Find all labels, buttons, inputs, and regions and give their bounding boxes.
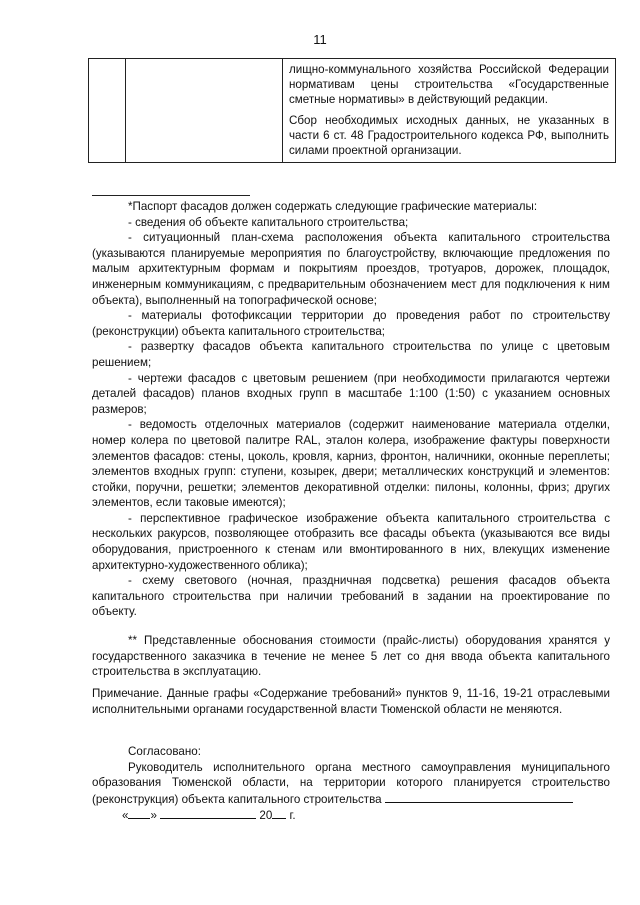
- date-year: 20: [259, 809, 273, 823]
- approval-text: [92, 760, 610, 808]
- list-item: - схему светового (ночная, праздничная подсветка) решения фасадов объекта капитального строительства при наличии требований в задании на проектирование по объекту.: [92, 574, 610, 619]
- date-month-line: [160, 807, 256, 819]
- table-cell-content: [283, 59, 616, 163]
- date-day-line: [128, 807, 150, 819]
- footnote-facade-passport: [92, 199, 610, 620]
- footnote-price-lists: [92, 633, 610, 680]
- date-suffix: г.: [289, 809, 296, 823]
- table-cell-number: [89, 59, 126, 163]
- date-open-quote: «: [122, 809, 129, 823]
- list-item: - материалы фотофиксации территории до проведения работ по строительству (реконструкции) объекта капитального строительства;: [92, 309, 610, 338]
- list-item: - чертежи фасадов с цветовым решением (при необходимости прилагаются чертежи деталей фасадов) планов входных групп в масштабе 1:100 (1:50) с указанием основных размеров;: [92, 371, 610, 416]
- approval-block: [92, 744, 610, 824]
- table-paragraph: Сбор необходимых исходных данных, не указанных в части 6 ст. 48 Градостроительного кодекса РФ, выполнить силами проектной организации.: [289, 114, 609, 157]
- list-item: - ситуационный план-схема расположения объекта капитального строительства (указываются планируемые мероприятия по благоустройству, включающие предложения по малым архитектурным формам и покрытиям проездов, тротуаров, дорожек, площадок, инженерным коммуникациям, с предварительным обозначением мест для подключения к ним объекта), выполненный на топографической основе;: [92, 231, 610, 307]
- list-item: - развертку фасадов объекта капитального строительства по улице с цветовым решением;: [92, 340, 610, 369]
- approval-date: [92, 807, 610, 824]
- requirements-table: [88, 58, 616, 163]
- note-block: [92, 686, 610, 717]
- table-paragraph: лищно-коммунального хозяйства Российской Федерации нормативам цены строительства «Государственные сметные нормативы» в действующий редакции.: [289, 63, 609, 106]
- list-item: - ведомость отделочных материалов (содержит наименование материала отделки, номер колера по цветовой палитре RAL, эталон колера, изображение фактуры поверхности элементов фасадов: стены, цоколь, кровля, карниз, фронтон, наличники, оконные переплеты; элементов входных групп: ступени, козырек, двери; металлических конструкций и элементов: стойки, поручни, решетки; элементов декоративной отделки: пилоны, колонны, фриз; других элементов, если таковые имеются);: [92, 418, 610, 510]
- note-text: Примечание. Данные графы «Содержание требований» пунктов 9, 11-16, 19-21 отраслевыми исполнительными органами государственной власти Тюменской области не меняются.: [92, 687, 610, 716]
- table-cell-name: [126, 59, 283, 163]
- footnote-text: ** Представленные обоснования стоимости (прайс-листы) оборудования хранятся у государственного заказчика в течение не менее 5 лет со дня ввода объекта капитального строительства в эксплуатацию.: [92, 634, 610, 679]
- footnote-separator: [92, 195, 250, 196]
- date-close-quote: »: [150, 809, 157, 823]
- table-row: [89, 59, 616, 163]
- footnote-intro: *Паспорт фасадов должен содержать следующие графические материалы:: [128, 200, 538, 213]
- approval-text-body: Руководитель исполнительного органа местного самоуправления муниципального образования Тюменской области, на территории которого планируется строительство (реконструкция) объекта капитального строительства: [92, 760, 610, 806]
- list-item: - перспективное графическое изображение объекта капитального строительства с нескольких ракурсов, позволяющее отобразить все фасады объекта (указываются все виды оборудования, пристроенного к стенам или вмонтированного в них, влекущих изменение архитектурно-художественного облика);: [92, 511, 610, 572]
- page-number: 11: [313, 32, 327, 47]
- date-year-line: [272, 807, 286, 819]
- signature-line: [385, 791, 573, 803]
- list-item: - сведения об объекте капитального строительства;: [128, 215, 409, 229]
- approval-heading: Согласовано:: [128, 745, 201, 758]
